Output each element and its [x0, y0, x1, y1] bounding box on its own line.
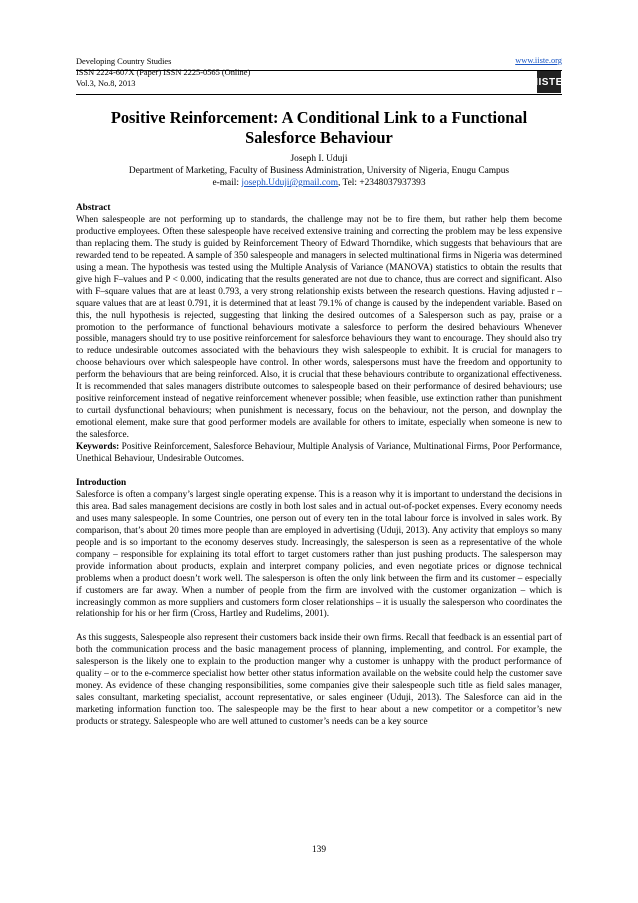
introduction-paragraph-2: As this suggests, Salespeople also represent their customers back inside their own firms. Recall that feedback is an essential part of both the communication process and the basic management process of planning, implementing, and control. For example, the salesperson is the likely one to explain to the production manger why a customer is unhappy with the product performance of quality – or to the e-commerce specialist how better other status information available on the website could help the customer save money. As evidence of these changing responsibilities, some companies give their salespeople such title as field sales manager, sales consultant, marketing specialist, account representative, or sales engineer (Uduji, 2013). The Salesforce can aid in the marketing information function too. The salespeople may be the first to hear about a new competitor or a competitor’s new products or strategy. Salespeople who are well attuned to customer’s needs can be a key source — [76, 633, 562, 728]
author-email-link[interactable]: joseph.Uduji@gmail.com — [241, 178, 339, 188]
header-rule-top — [76, 70, 562, 71]
keywords-label: Keywords: — [76, 442, 120, 453]
journal-name: Developing Country Studies — [76, 57, 172, 66]
keywords-line — [76, 442, 562, 466]
introduction-heading: Introduction — [76, 477, 127, 488]
introduction-paragraph-1: Salesforce is often a company’s largest single operating expense. This is a reason why it is important to understand the decisions in this area. Bad sales management decisions are costly in both lost sales and in actual out-of-pocket expenses. Every economy needs and uses many salespeople. In some Countries, one person out of every ten in the total labour force is involved in sales work. By comparison, that’s about 20 times more people than are employed in advertising (Uduji, 2013). Any activity that employs so many people and is so important to the economy deserves study. Increasingly, the salesperson is seen as a representative of the whole company – responsible for explaining its total effort to target customers rather than just pushing products. The salesperson may provide information about products, explain and interpret company policies, and even negotiate prices or dignose technical problems when a product doesn’t work well. The salesperson is often the only link between the firm and its customer – especially if customers are far away. When a number of people from the firm are involved with the customer organization – which is increasingly common as more suppliers and customers form closer relationships – it is usually the salesperson who coordinates the relationship for his or her firm (Cross, Hartley and Rudelims, 2001). — [76, 489, 562, 620]
author-name: Joseph I. Uduji — [290, 154, 348, 164]
paragraph-gap — [76, 621, 562, 633]
author-affiliation: Department of Marketing, Faculty of Business Administration, University of Nigeria, Enugu Campus — [128, 166, 510, 176]
article-body — [76, 203, 562, 729]
title-line-1: Positive Reinforcement: A Conditional Link to a Functional — [110, 108, 528, 127]
author-contact — [76, 177, 562, 189]
article-title — [76, 108, 562, 148]
iiste-logo: IISTE — [537, 71, 561, 93]
page-number: 139 — [311, 845, 327, 855]
author-tel: , Tel: +2348037937393 — [338, 178, 426, 188]
journal-header — [76, 56, 250, 90]
abstract-heading: Abstract — [76, 203, 111, 213]
title-line-2: Salesforce Behaviour — [245, 128, 393, 147]
keywords-text: Positive Reinforcement, Salesforce Behaviour, Multiple Analysis of Variance, Multinational Firms, Poor Performance, Unethical Behaviour, Undesirable Outcomes. — [76, 442, 562, 465]
journal-volume: Vol.3, No.8, 2013 — [76, 79, 136, 89]
abstract-text: When salespeople are not performing up to standards, the challenge may not be to fire them, but rather help them become productive employees. Often these salespeople have received extensive training and correcting the problem may be less expensive than replacing them. The study is guided by Reinforcement Theory of Edward Thorndike, which suggests that behaviours that are rewarded tend to be repeated. A sample of 350 salespeople and managers in selected multinational firms in Nigeria was determined using a mean. The hypothesis was tested using the Multiple Analysis of Variance (MANOVA) statistics to obtain the results that give high F–values and P < 0.000, indicating that the results generated are not due to chance, thus are correct and significant. Also with F–square values that are at least 0.793, a very strong relationship exists between the research questions. Having adjusted r – square values that are at least 0.791, it is determined that at least 79.1% of change is caused by the independent variable. Based on this, the null hypothesis is rejected, suggesting that linking the desired outcomes of a Salesperson such as pay, praise or a promotion to the performance of functional behaviours motivate a salesforce to perform the desired behaviours Whenever possible, managers should try to use positive reinforcement for salesforce behaviours they want to encourage. They should also try to reduce undesirable outcomes associated with the behaviours they wish salespeople to exhibit. It is crucial for managers to choose behaviours over which salespeople have control. In other words, salespersons must have the freedom and opportunity to perform the behaviours that are being reinforced. Also, it is crucial that these behaviours contribute to organizational effectiveness. It is recommended that sales managers distribute outcomes to salespeople based on their performance of desired behaviours; use positive reinforcement instead of negative reinforcement whenever possible; when feasible, use extinction rather than punishment to curtail dysfunctional behaviours; when punishment is necessary, focus on the behaviour, not the person, and downplay the emotional element, make sure that good performer models are available for others to imitate, especially when someone is new to the salesforce. — [76, 214, 562, 441]
journal-issn: ISSN 2224-607X (Paper) ISSN 2225-0565 (Online) — [76, 68, 251, 78]
header-rule-bottom — [76, 94, 562, 95]
email-label: e-mail: — [212, 178, 242, 188]
section-gap — [76, 466, 562, 478]
journal-url-link[interactable]: www.iiste.org — [515, 56, 562, 65]
